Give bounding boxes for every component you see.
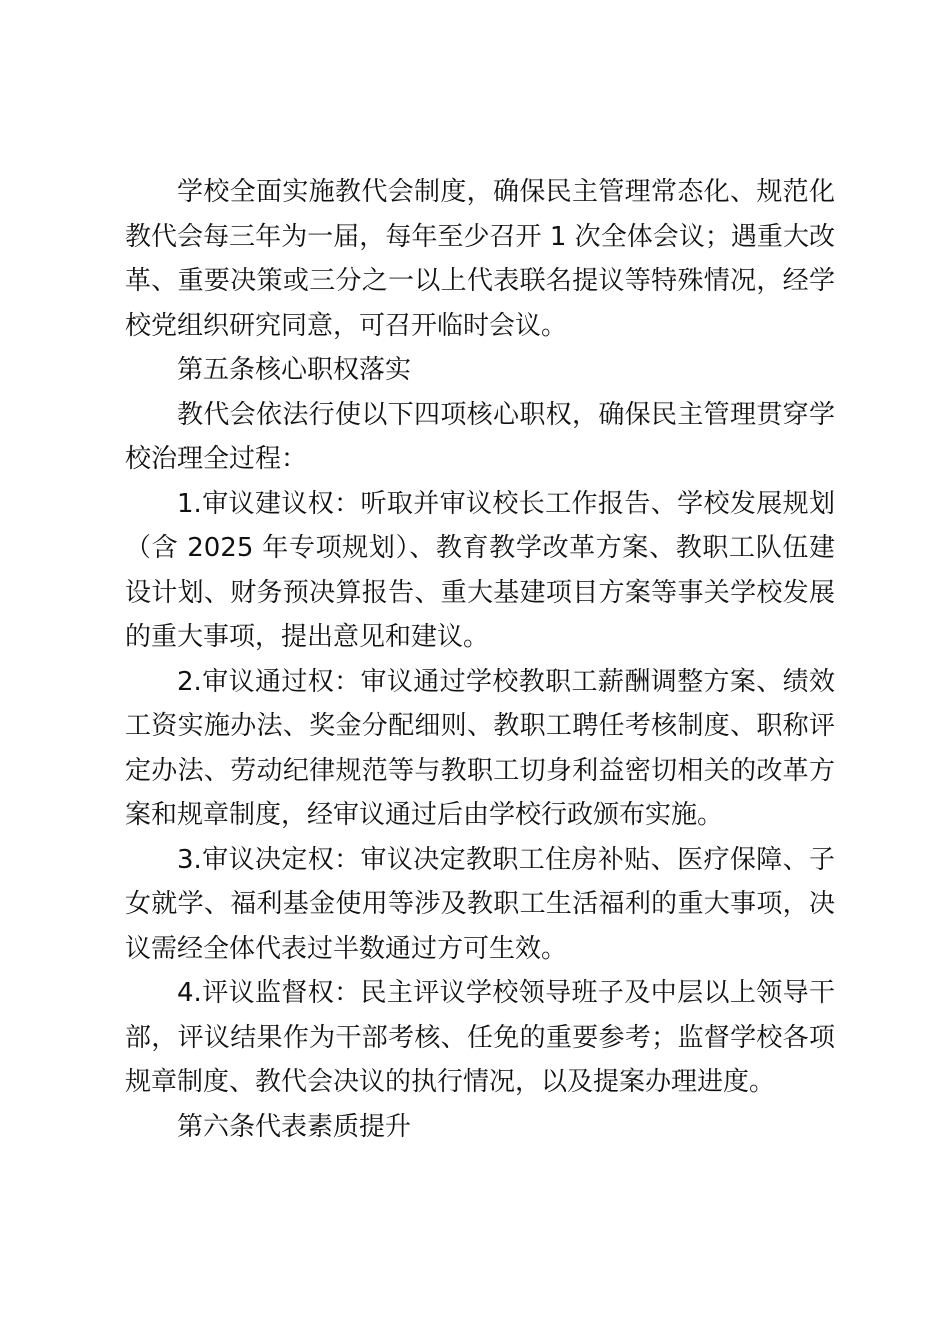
paragraph-intro: 学校全面实施教代会制度，确保民主管理常态化、规范化教代会每三年为一届，每年至少召开 1 次全体会议；遇重大改革、重要决策或三分之一以上代表联名提议等特殊情况，经学校党组织研究同意，可召开临时会议。: [125, 177, 835, 341]
list-item-review-suggest: 1.审议建议权：听取并审议校长工作报告、学校发展规划（含 2025 年专项规划）、教育教学改革方案、教职工队伍建设计划、财务预决算报告、重大基建项目方案等事关学校发展的重大事项，提出意见和建议。: [125, 488, 835, 652]
section-heading-article-6: 第六条代表素质提升: [177, 1111, 412, 1142]
list-item-review-approve: 2.审议通过权：审议通过学校教职工薪酬调整方案、绩效工资实施办法、奖金分配细则、教职工聘任考核制度、职称评定办法、劳动纪律规范等与教职工切身利益密切相关的改革方案和规章制度，经审议通过后由学校行政颁布实施。: [125, 666, 835, 830]
section-heading-article-5: 第五条核心职权落实: [177, 355, 412, 385]
document-body: [125, 170, 835, 1149]
list-item-review-decide: 3.审议决定权：审议决定教职工住房补贴、医疗保障、子女就学、福利基金使用等涉及教职工生活福利的重大事项，决议需经全体代表过半数通过方可生效。: [125, 844, 835, 964]
list-item-evaluate-supervise: 4.评议监督权：民主评议学校领导班子及中层以上领导干部，评议结果作为干部考核、任免的重要参考；监督学校各项规章制度、教代会决议的执行情况，以及提案办理进度。: [125, 978, 835, 1097]
paragraph-powers-intro: 教代会依法行使以下四项核心职权，确保民主管理贯穿学校治理全过程：: [125, 399, 835, 474]
